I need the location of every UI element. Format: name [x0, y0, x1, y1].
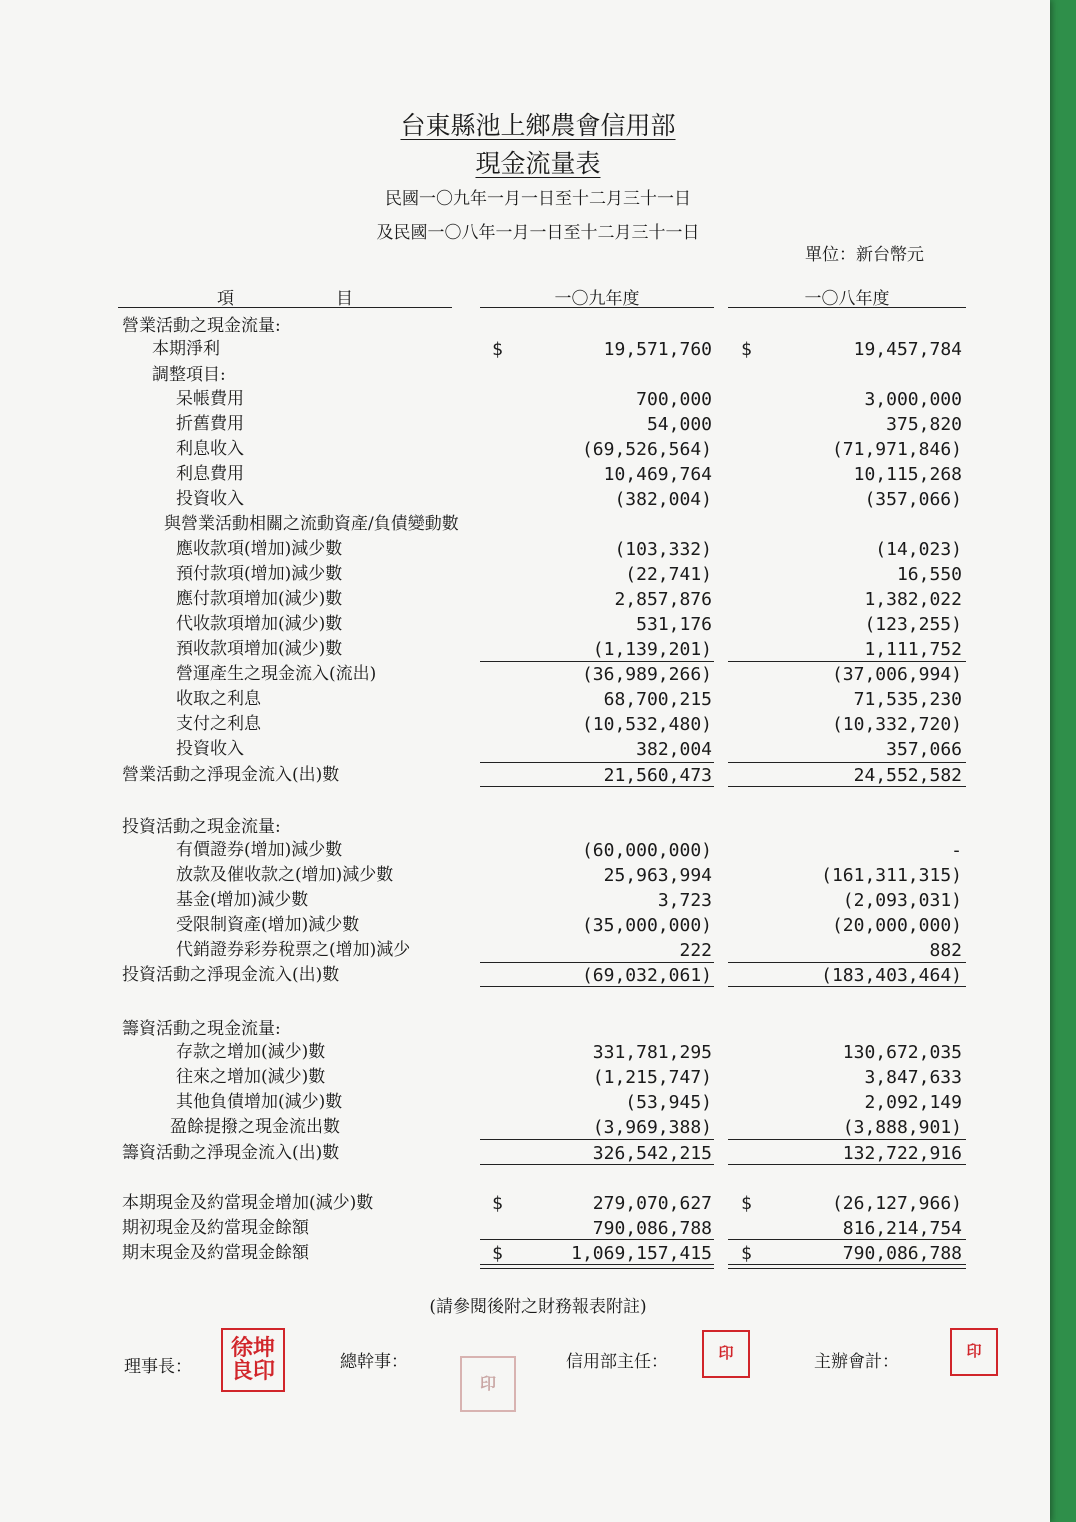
row-label: 營業活動之現金流量: — [122, 316, 281, 336]
row-label: 利息收入 — [176, 439, 244, 459]
table-row — [0, 687, 1050, 712]
table-row — [0, 412, 1050, 437]
double-total-rule — [728, 1268, 966, 1269]
table-row — [0, 337, 1050, 362]
value-108: - — [951, 840, 962, 861]
value-108: 16,550 — [896, 564, 962, 585]
period-line-1: 民國一〇九年一月一日至十二月三十一日 — [385, 189, 691, 209]
subtotal-rule — [728, 1239, 966, 1240]
total-rule — [480, 986, 714, 987]
table-row — [0, 314, 1050, 339]
value-108: (3,888,901) — [842, 1117, 962, 1138]
value-108: 357,066 — [886, 739, 962, 760]
header-rule — [118, 307, 452, 308]
row-label: 本期淨利 — [152, 339, 220, 359]
row-label: 營業活動之淨現金流入(出)數 — [122, 765, 340, 785]
value-109: 3,723 — [657, 890, 712, 911]
value-108: (20,000,000) — [831, 915, 962, 936]
table-row — [0, 737, 1050, 762]
total-rule — [728, 786, 966, 787]
table-row — [0, 562, 1050, 587]
row-label: 預收款項增加(減少)數 — [176, 639, 343, 659]
value-109: (22,741) — [625, 564, 712, 585]
chairman-seal: 徐坤良印 — [221, 1328, 285, 1392]
value-109: 10,469,764 — [603, 464, 712, 485]
dollar-sign: $ — [492, 1193, 503, 1214]
table-row — [0, 1191, 1050, 1216]
credit-head-label: 信用部主任： — [566, 1352, 668, 1372]
row-label: 應付款項增加(減少)數 — [176, 589, 343, 609]
footnote: (請參閱後附之財務報表附註) — [429, 1297, 647, 1317]
table-row — [0, 1065, 1050, 1090]
value-108: 10,115,268 — [853, 464, 962, 485]
total-rule — [480, 1164, 714, 1165]
subtotal-rule — [480, 1239, 714, 1240]
table-row — [0, 913, 1050, 938]
row-label: 利息費用 — [176, 464, 244, 484]
row-label: 本期現金及約當現金增加(減少)數 — [122, 1193, 374, 1213]
table-row — [0, 712, 1050, 737]
accountant-seal: 印 — [950, 1328, 998, 1376]
table-row — [0, 512, 1050, 537]
value-108: (14,023) — [875, 539, 962, 560]
value-108: 132,722,916 — [842, 1143, 962, 1164]
value-108: 2,092,149 — [864, 1092, 962, 1113]
total-rule — [480, 786, 714, 787]
row-label: 與營業活動相關之流動資產/負債變動數 — [164, 514, 459, 534]
value-109: (36,989,266) — [581, 664, 712, 685]
row-label: 基金(增加)減少數 — [176, 890, 309, 910]
value-109: 21,560,473 — [603, 765, 712, 786]
table-row — [0, 587, 1050, 612]
row-label: 投資活動之淨現金流入(出)數 — [122, 965, 340, 985]
value-108: 3,847,633 — [864, 1067, 962, 1088]
row-label: 籌資活動之淨現金流入(出)數 — [122, 1143, 340, 1163]
credit-head-seal: 印 — [702, 1330, 750, 1378]
value-108: 24,552,582 — [853, 765, 962, 786]
value-109: 382,004 — [636, 739, 712, 760]
value-108: (161,311,315) — [821, 865, 962, 886]
value-109: (382,004) — [614, 489, 712, 510]
row-label: 支付之利息 — [176, 714, 261, 734]
column-header-item: 項 目 — [217, 289, 353, 309]
accountant-label: 主辦會計： — [814, 1352, 899, 1372]
chairman-label: 理事長： — [124, 1357, 192, 1377]
value-109: (10,532,480) — [581, 714, 712, 735]
value-108: (10,332,720) — [831, 714, 962, 735]
table-row — [0, 1141, 1050, 1166]
table-row — [0, 938, 1050, 963]
value-109: (60,000,000) — [581, 840, 712, 861]
table-row — [0, 487, 1050, 512]
row-label: 代銷證券彩券稅票之(增加)減少 — [176, 940, 411, 960]
table-row — [0, 815, 1050, 840]
value-109: 25,963,994 — [603, 865, 712, 886]
value-109: (69,032,061) — [581, 965, 712, 986]
value-109: (69,526,564) — [581, 439, 712, 460]
value-108: (357,066) — [864, 489, 962, 510]
row-label: 盈餘提撥之現金流出數 — [170, 1117, 340, 1137]
table-row — [0, 662, 1050, 687]
value-109: 68,700,215 — [603, 689, 712, 710]
value-109: 222 — [679, 940, 712, 961]
total-rule — [728, 986, 966, 987]
table-row — [0, 763, 1050, 788]
row-label: 籌資活動之現金流量: — [122, 1019, 281, 1039]
value-108: (26,127,966) — [831, 1193, 962, 1214]
value-109: (53,945) — [625, 1092, 712, 1113]
double-total-rule — [480, 1264, 714, 1265]
value-108: (183,403,464) — [821, 965, 962, 986]
value-109: 326,542,215 — [592, 1143, 712, 1164]
row-label: 其他負債增加(減少)數 — [176, 1092, 343, 1112]
table-row — [0, 1241, 1050, 1266]
value-109: 2,857,876 — [614, 589, 712, 610]
value-109: 279,070,627 — [592, 1193, 712, 1214]
value-109: (3,969,388) — [592, 1117, 712, 1138]
subtotal-rule — [728, 1139, 966, 1140]
row-label: 預付款項(增加)減少數 — [176, 564, 343, 584]
value-108: 790,086,788 — [842, 1243, 962, 1264]
value-109: 331,781,295 — [592, 1042, 712, 1063]
table-row — [0, 838, 1050, 863]
row-label: 調整項目: — [152, 365, 226, 385]
row-label: 折舊費用 — [176, 414, 244, 434]
value-108: 816,214,754 — [842, 1218, 962, 1239]
column-header-108: 一〇八年度 — [804, 289, 890, 309]
row-label: 存款之增加(減少)數 — [176, 1042, 326, 1062]
header-rule — [728, 307, 966, 308]
table-row — [0, 1216, 1050, 1241]
value-108: 71,535,230 — [853, 689, 962, 710]
dollar-sign: $ — [741, 1243, 752, 1264]
unit-label: 單位：新台幣元 — [805, 245, 924, 265]
value-109: (1,139,201) — [592, 639, 712, 660]
table-row — [0, 637, 1050, 662]
dollar-sign: $ — [741, 339, 752, 360]
dollar-sign: $ — [492, 339, 503, 360]
row-label: 應收款項(增加)減少數 — [176, 539, 343, 559]
row-label: 放款及催收款之(增加)減少數 — [176, 865, 394, 885]
table-row — [0, 1115, 1050, 1140]
value-109: (35,000,000) — [581, 915, 712, 936]
table-row — [0, 1040, 1050, 1065]
table-row — [0, 1017, 1050, 1042]
value-108: 19,457,784 — [853, 339, 962, 360]
table-row — [0, 888, 1050, 913]
header-rule — [480, 307, 714, 308]
row-label: 往來之增加(減少)數 — [176, 1067, 326, 1087]
row-label: 代收款項增加(減少)數 — [176, 614, 343, 634]
value-108: (2,093,031) — [842, 890, 962, 911]
statement-title: 現金流量表 — [475, 149, 601, 178]
gm-label: 總幹事： — [340, 1352, 408, 1372]
value-109: 1,069,157,415 — [571, 1243, 712, 1264]
value-109: 700,000 — [636, 389, 712, 410]
row-label: 營運產生之現金流入(流出) — [176, 664, 377, 684]
table-row — [0, 387, 1050, 412]
table-row — [0, 437, 1050, 462]
row-label: 投資收入 — [176, 739, 244, 759]
table-row — [0, 963, 1050, 988]
row-label: 有價證券(增加)減少數 — [176, 840, 343, 860]
table-row — [0, 537, 1050, 562]
total-rule — [728, 1164, 966, 1165]
value-108: 375,820 — [886, 414, 962, 435]
table-row — [0, 462, 1050, 487]
table-row — [0, 363, 1050, 388]
value-109: 54,000 — [646, 414, 712, 435]
dollar-sign: $ — [492, 1243, 503, 1264]
value-109: 19,571,760 — [603, 339, 712, 360]
row-label: 期初現金及約當現金餘額 — [122, 1218, 309, 1238]
value-108: (123,255) — [864, 614, 962, 635]
column-header-109: 一〇九年度 — [554, 289, 640, 309]
subtotal-rule — [480, 1139, 714, 1140]
row-label: 投資活動之現金流量: — [122, 817, 281, 837]
dollar-sign: $ — [741, 1193, 752, 1214]
org-title: 台東縣池上鄉農會信用部 — [400, 111, 676, 140]
row-label: 投資收入 — [176, 489, 244, 509]
double-total-rule — [728, 1264, 966, 1265]
period-line-2: 及民國一〇八年一月一日至十二月三十一日 — [376, 223, 700, 243]
value-109: (1,215,747) — [592, 1067, 712, 1088]
double-total-rule — [480, 1268, 714, 1269]
value-108: 1,382,022 — [864, 589, 962, 610]
value-108: 130,672,035 — [842, 1042, 962, 1063]
table-row — [0, 863, 1050, 888]
value-108: 3,000,000 — [864, 389, 962, 410]
row-label: 收取之利息 — [176, 689, 261, 709]
row-label: 期末現金及約當現金餘額 — [122, 1243, 309, 1263]
value-108: 882 — [929, 940, 962, 961]
value-108: (71,971,846) — [831, 439, 962, 460]
row-label: 受限制資產(增加)減少數 — [176, 915, 360, 935]
value-108: 1,111,752 — [864, 639, 962, 660]
row-label: 呆帳費用 — [176, 389, 244, 409]
value-109: 531,176 — [636, 614, 712, 635]
table-row — [0, 612, 1050, 637]
gm-seal: 印 — [460, 1356, 516, 1412]
value-108: (37,006,994) — [831, 664, 962, 685]
value-109: 790,086,788 — [592, 1218, 712, 1239]
value-109: (103,332) — [614, 539, 712, 560]
table-row — [0, 1090, 1050, 1115]
